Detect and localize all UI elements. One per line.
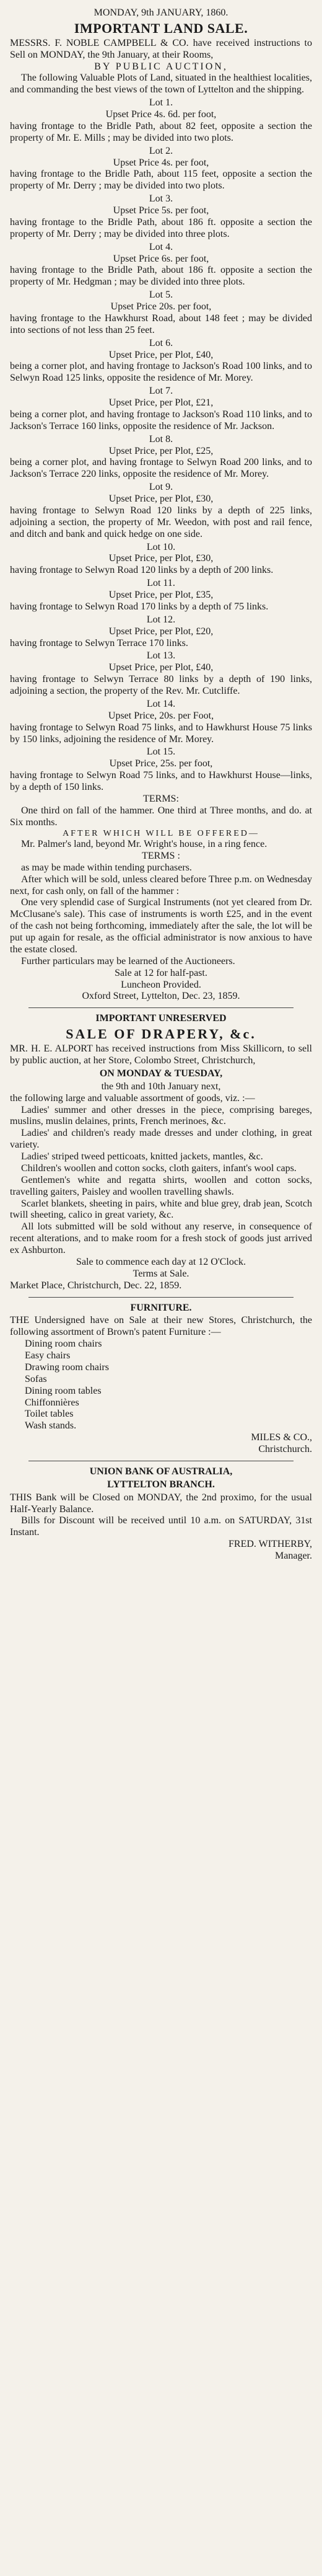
lot-description: being a corner plot, and having frontage to Jackson's Road 110 links, and to Jackson's Terrace 160 links, opposite the residence of Mr. Jackson. xyxy=(10,409,312,432)
bank-text: THIS Bank will be Closed on MONDAY, the 2nd proximo, for the usual Half-Yearly Balance. xyxy=(10,1492,312,1515)
lot-price: Upset Price, per Plot, £30, xyxy=(108,494,214,505)
lot-entry xyxy=(10,614,312,650)
lot-entry xyxy=(10,578,312,613)
lot-number: Lot 8. xyxy=(149,433,173,445)
land-sale-ad xyxy=(10,7,312,1003)
lot-entry xyxy=(10,97,312,144)
lot-number: Lot 10. xyxy=(146,541,176,552)
furniture-item: Wash stands. xyxy=(25,1420,77,1432)
lot-price: Upset Price 4s. per foot, xyxy=(113,157,209,168)
lot-number: Lot 9. xyxy=(149,482,173,493)
land-sale-footer: Oxford Street, Lyttelton, Dec. 23, 1859. xyxy=(82,991,240,1002)
lot-number: Lot 12. xyxy=(146,614,176,625)
drapery-item: Gentlemen's white and regatta shirts, woollen and cotton socks, travelling gaiters, Paisley and woollen travelling shawls. xyxy=(10,1174,312,1197)
terms2-heading: TERMS : xyxy=(142,850,180,861)
lot-description: being a corner plot, and having frontage to Selwyn Road 200 links, and to Jackson's Terrace 220 links, opposite the residence of Mr. Morey. xyxy=(10,457,312,480)
drapery-item-list xyxy=(10,1105,312,1222)
drapery-item: Ladies' summer and other dresses in the piece, comprising bareges, muslins, muslin delaines, prints, French merinoes, &c. xyxy=(10,1104,312,1127)
lot-description: having frontage to Selwyn Road 75 links, and to Hawkhurst House 75 links by 150 links, adjoining the residence of Mr. Morey. xyxy=(10,722,312,745)
lot-description: having frontage to Selwyn Road 170 links by a depth of 75 links. xyxy=(10,601,269,612)
drapery-arrival: All lots submitted will be sold without any reserve, in consequence of recent alterations, and to make room for a fresh stock of goods just arrived ex Ashburton. xyxy=(10,1221,312,1256)
furniture-headline: FURNITURE. xyxy=(130,1302,192,1313)
lot-number: Lot 11. xyxy=(147,578,175,589)
furniture-place: Christchurch. xyxy=(258,1444,312,1455)
lot-price: Upset Price, per Plot, £21, xyxy=(108,397,214,409)
bank-role: Manager. xyxy=(275,1551,312,1562)
lot-price: Upset Price, per Plot, £40, xyxy=(108,349,214,360)
bank-headline: UNION BANK OF AUSTRALIA, xyxy=(89,1466,233,1477)
furniture-signature: MILES & CO., xyxy=(251,1432,312,1443)
lot-entry xyxy=(10,434,312,481)
lot-description: being a corner plot, and having frontage to Jackson's Road 100 links, and to Selwyn Road 125 links, opposite the residence of Mr. Morey. xyxy=(10,361,312,384)
lot-number: Lot 13. xyxy=(146,650,176,662)
land-sale-description: The following Valuable Plots of Land, situated in the healthiest localities, and commanding the best views of the town of Lyttelton and the shipping. xyxy=(10,73,312,95)
lot-price: Upset Price, per Plot, £30, xyxy=(108,553,214,564)
lot-number: Lot 2. xyxy=(149,145,173,156)
lot-entry xyxy=(10,193,312,241)
lot-number: Lot 5. xyxy=(149,290,173,301)
lot-price: Upset Price, 25s. per foot, xyxy=(109,758,213,769)
sale-days: ON MONDAY & TUESDAY, xyxy=(99,1068,223,1079)
lot-entry xyxy=(10,146,312,193)
lot-entry xyxy=(10,290,312,337)
lot-description: having frontage to Selwyn Road 75 links, and to Hawkhurst House—links, by a depth of 150 links. xyxy=(10,770,312,793)
lot-entry xyxy=(10,699,312,746)
lot-price: Upset Price 20s. per foot, xyxy=(110,301,212,312)
lot-price: Upset Price, 20s. per Foot, xyxy=(108,710,214,721)
furniture-item: Dining room chairs xyxy=(25,1339,102,1350)
terms2-text: as may be made within tending purchasers. xyxy=(21,862,192,873)
lot-list xyxy=(10,97,312,794)
furniture-intro: THE Undersigned have on Sale at their new Stores, Christchurch, the following assortment of Brown's patent Furniture :— xyxy=(10,1315,312,1338)
lot-number: Lot 14. xyxy=(146,698,176,709)
lot-description: having frontage to the Hawkhurst Road, about 148 feet ; may be divided into sections of not less than 25 feet. xyxy=(10,312,312,335)
drapery-lead: the following large and valuable assortment of goods, viz. :— xyxy=(10,1092,255,1104)
terms-text: One third on fall of the hammer. One third at Three months, and do. at Six months. xyxy=(10,805,312,828)
bank-notice-ad xyxy=(10,1466,312,1562)
furniture-ad xyxy=(10,1303,312,1456)
drapery-intro: MR. H. E. ALPORT has received instructions from Miss Skillicorn, to sell by public auction, at her Store, Colombo Street, Christchurch, xyxy=(10,1043,312,1066)
drapery-commence: Sale to commence each day at 12 O'Clock. xyxy=(76,1256,246,1267)
lot-price: Upset Price 5s. per foot, xyxy=(113,205,209,216)
lot-description: having frontage to Selwyn Road 120 links by a depth of 225 links, adjoining a section, the property of Mr. Weedon, with post and rail fence, and ditch and bank and quick hedge on one side. xyxy=(10,505,312,539)
lot-price: Upset Price, per Plot, £25, xyxy=(108,445,214,456)
lot-entry xyxy=(10,242,312,289)
bank-branch: LYTTELTON BRANCH. xyxy=(107,1479,215,1490)
drapery-headline: IMPORTANT UNRESERVED xyxy=(95,1013,227,1024)
sale-dates: the 9th and 10th January next, xyxy=(101,1081,221,1092)
instruments-text: One very splendid case of Surgical Instruments (not yet cleared from Dr. McClusane's sale). This case of instruments is worth £25, and in the event of the cash not being forthcoming, immediately after the sale, the lot will be put up again for resale, as the official administrator is now anxious to have the estate closed. xyxy=(10,897,312,955)
lot-price: Upset Price 6s. per foot, xyxy=(113,253,209,264)
lot-description: having frontage to the Bridle Path, about 115 feet, opposite a section the property of Mr. Derry ; may be divided into two plots. xyxy=(10,169,312,192)
lot-number: Lot 1. xyxy=(149,97,173,108)
lot-entry xyxy=(10,650,312,697)
drapery-item: Scarlet blankets, sheeting in pairs, white and blue grey, drab jean, Scotch twill sheeting, calico in great variety, &c. xyxy=(10,1198,312,1221)
lot-number: Lot 7. xyxy=(149,386,173,397)
furniture-item-list xyxy=(10,1339,312,1432)
drapery-item: Ladies' striped tweed petticoats, knitted jackets, mantles, &c. xyxy=(21,1151,263,1162)
lot-description: having frontage to the Bridle Path, about 82 feet, opposite a section the property of Mr. E. Mills ; may be divided into two plots. xyxy=(10,120,312,143)
further-particulars: Further particulars may be learned of the Auctioneers. xyxy=(21,955,235,967)
lot-entry xyxy=(10,386,312,433)
lot-entry xyxy=(10,482,312,540)
lot-price: Upset Price 4s. 6d. per foot, xyxy=(105,109,217,120)
divider xyxy=(28,1297,294,1298)
lot-number: Lot 15. xyxy=(146,746,176,758)
drapery-item: Children's woollen and cotton socks, cloth gaiters, infant's wool caps. xyxy=(21,1162,297,1174)
after-which-text: After which will be sold, unless cleared before Three p.m. on Wednesday next, for cash only, on fall of the hammer : xyxy=(10,874,312,896)
lot-entry xyxy=(10,746,312,794)
furniture-item: Dining room tables xyxy=(25,1385,102,1396)
bank-bills: Bills for Discount will be received until 10 a.m. on SATURDAY, 31st Instant. xyxy=(10,1515,312,1538)
lot-description: having frontage to Selwyn Terrace 170 links. xyxy=(10,637,188,648)
public-auction-heading: BY PUBLIC AUCTION, xyxy=(94,61,228,72)
lot-description: having frontage to Selwyn Road 120 links by a depth of 200 links. xyxy=(10,565,274,576)
lot-description: having frontage to the Bridle Path, about 186 ft. opposite a section the property of Mr. Hedgman ; may be divided into three plots. xyxy=(10,265,312,288)
sale-time: Sale at 12 for half-past. xyxy=(115,967,207,978)
lot-entry xyxy=(10,338,312,385)
lot-description: having frontage to Selwyn Terrace 80 links by a depth of 190 links, adjoining a section, the property of the Rev. Mr. Cutcliffe. xyxy=(10,674,312,697)
lot-entry xyxy=(10,542,312,577)
lot-price: Upset Price, per Plot, £40, xyxy=(108,662,214,673)
drapery-terms: Terms at Sale. xyxy=(133,1268,189,1279)
drapery-subhead: SALE OF DRAPERY, &c. xyxy=(66,1026,256,1042)
lot-price: Upset Price, per Plot, £20, xyxy=(108,626,214,637)
bank-signature: FRED. WITHERBY, xyxy=(228,1539,312,1550)
land-sale-headline: IMPORTANT LAND SALE. xyxy=(74,20,248,36)
drapery-sale-ad xyxy=(10,1013,312,1291)
land-sale-intro: MESSRS. F. NOBLE CAMPBELL & CO. have received instructions to Sell on MONDAY, the 9th January, at their Rooms, xyxy=(10,37,312,60)
lot-number: Lot 3. xyxy=(149,193,173,205)
drapery-item: Ladies' and children's ready made dresses and under clothing, in great variety. xyxy=(10,1128,312,1151)
lot-price: Upset Price, per Plot, £35, xyxy=(108,590,214,601)
lot-description: having frontage to the Bridle Path, about 186 ft. opposite a section the property of Mr. Derry ; may be divided into three plots. xyxy=(10,216,312,239)
furniture-item: Easy chairs xyxy=(25,1350,71,1361)
furniture-item: Sofas xyxy=(25,1373,47,1384)
luncheon-note: Luncheon Provided. xyxy=(121,979,201,990)
furniture-item: Toilet tables xyxy=(25,1409,74,1420)
lot-number: Lot 4. xyxy=(149,241,173,252)
terms-heading: TERMS: xyxy=(143,793,179,804)
drapery-footer: Market Place, Christchurch, Dec. 22, 1859. xyxy=(10,1280,182,1291)
paddock-text: Mr. Palmer's land, beyond Mr. Wright's house, in a ring fence. xyxy=(21,839,268,850)
after-which-heading: AFTER WHICH WILL BE OFFERED— xyxy=(63,828,259,838)
furniture-item: Chiffonnières xyxy=(25,1397,79,1408)
dateline: MONDAY, 9th JANUARY, 1860. xyxy=(94,7,228,18)
lot-number: Lot 6. xyxy=(149,337,173,348)
furniture-item: Drawing room chairs xyxy=(25,1361,109,1373)
divider xyxy=(28,1007,294,1008)
